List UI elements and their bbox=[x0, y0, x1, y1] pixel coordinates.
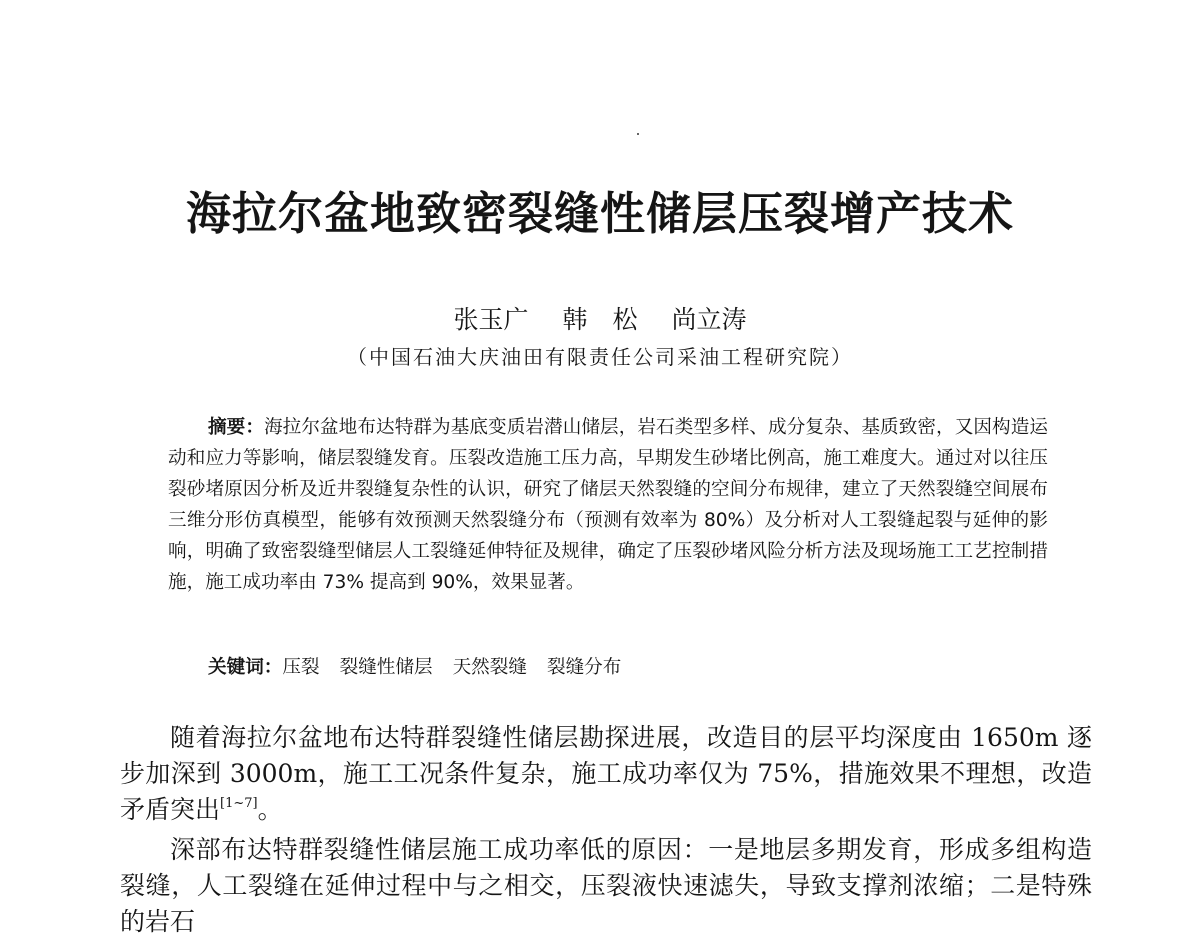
abstract-label: 摘要： bbox=[208, 417, 265, 438]
citation: [1~7] bbox=[220, 796, 258, 811]
author-name: 尚立涛 bbox=[671, 305, 747, 334]
keywords bbox=[208, 652, 641, 683]
keyword: 压裂 bbox=[282, 657, 320, 678]
affiliation: （中国石油大庆油田有限责任公司采油工程研究院） bbox=[347, 345, 853, 369]
keyword: 裂缝性储层 bbox=[339, 657, 433, 678]
author-name: 韩 松 bbox=[562, 305, 638, 334]
paper-title: 海拉尔盆地致密裂缝性储层压裂增产技术 bbox=[185, 187, 1014, 240]
abstract-text: 海拉尔盆地布达特群为基底变质岩潜山储层，岩石类型多样、成分复杂、基质致密，又因构造运动和应力等影响，储层裂缝发育。压裂改造施工压力高，早期发生砂堵比例高，施工难度大。通过对以往压裂砂堵原因分析及近井裂缝复杂性的认识，研究了储层天然裂缝的空间分布规律，建立了天然裂缝空间展布三维分形仿真模型，能够有效预测天然裂缝分布（预测有效率为 80%）及分析对人工裂缝起裂与延伸的影响，明确了致密裂缝型储层人工裂缝延伸特征及规律，确定了压裂砂堵风险分析方法及现场施工工艺控制措施，施工成功率由 73% 提高到 90%，效果显著。 bbox=[168, 417, 1048, 593]
abstract bbox=[168, 412, 1048, 598]
keywords-label: 关键词： bbox=[208, 657, 283, 678]
body-paragraph-2: 深部布达特群裂缝性储层施工成功率低的原因：一是地层多期发育，形成多组构造裂缝，人工裂缝在延伸过程中与之相交，压裂液快速滤失，导致支撑剂浓缩；二是特殊的岩石 bbox=[120, 835, 1092, 936]
author-list bbox=[0, 304, 1200, 336]
paragraph-end: 。 bbox=[257, 795, 283, 824]
author-name: 张玉广 bbox=[453, 305, 529, 334]
scan-speck bbox=[637, 133, 639, 135]
keyword: 裂缝分布 bbox=[546, 657, 622, 678]
paragraph-text: 随着海拉尔盆地布达特群裂缝性储层勘探进展，改造目的层平均深度由 1650m 逐步加深到 3000m，施工工况条件复杂，施工成功率仅为 75%，措施效果不理想，改造矛盾突出 bbox=[120, 723, 1092, 824]
body-paragraph-1 bbox=[120, 720, 1092, 828]
keyword: 天然裂缝 bbox=[452, 657, 527, 678]
